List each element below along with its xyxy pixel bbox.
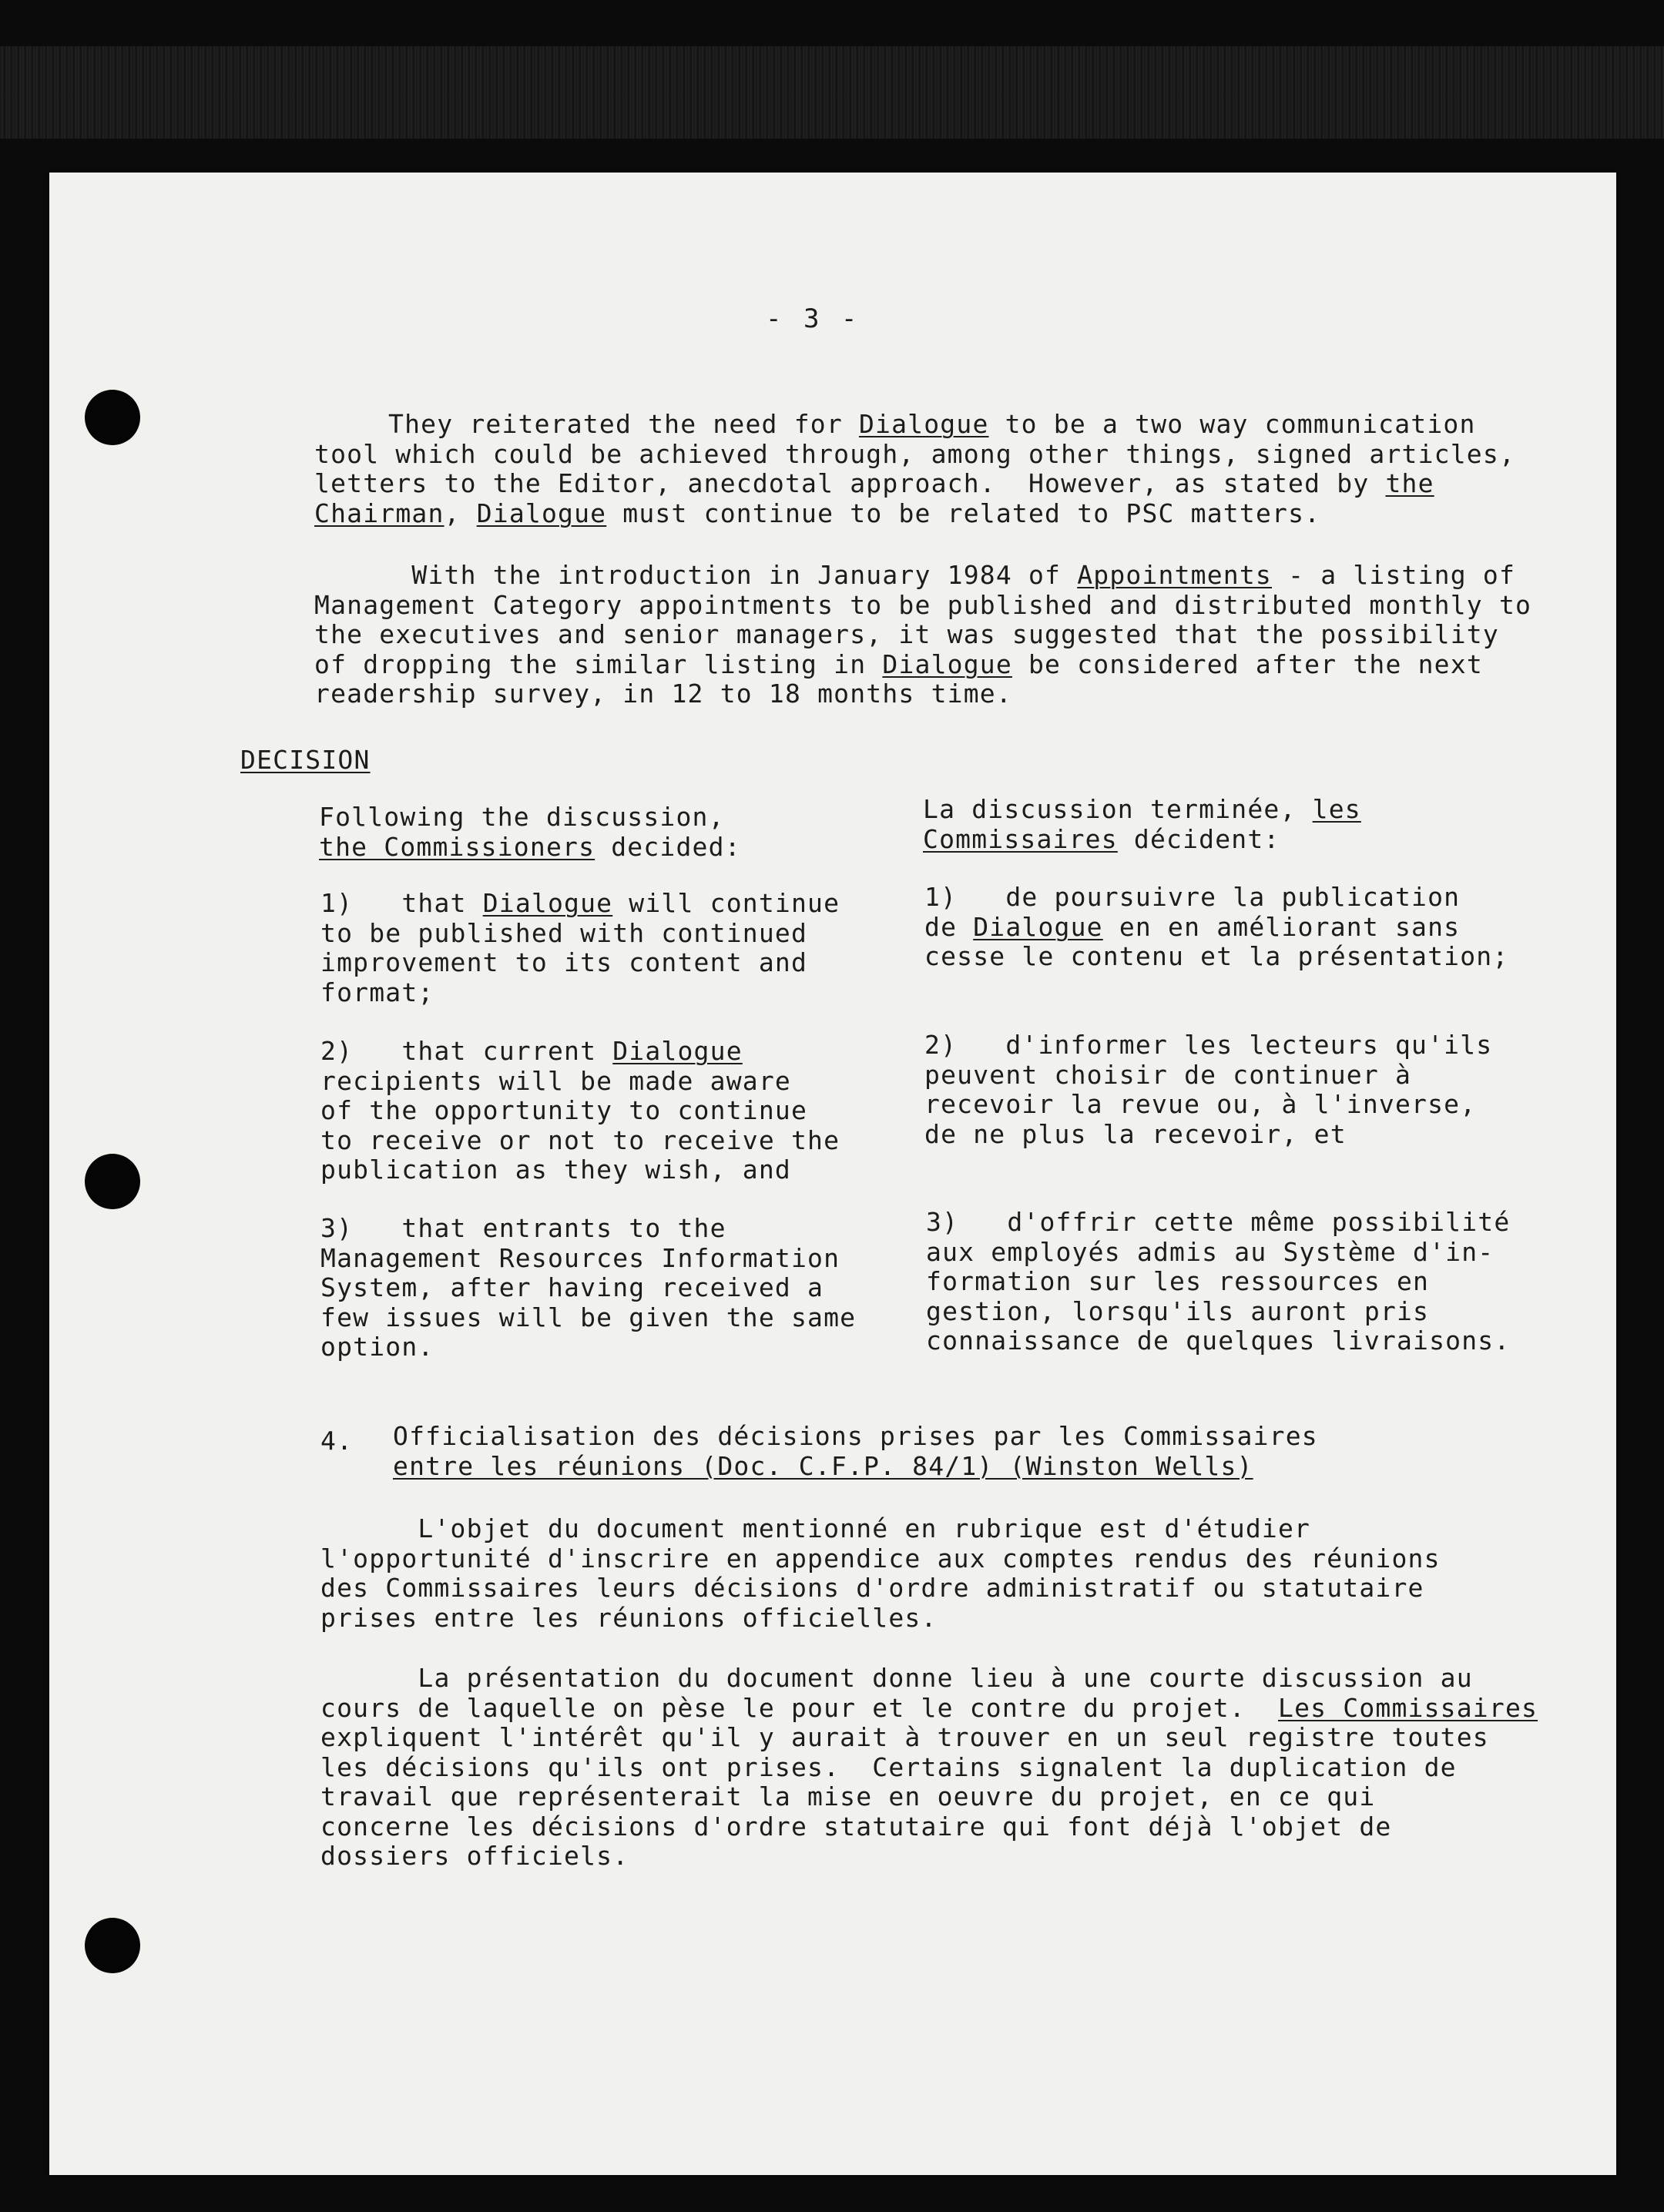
section-4-number: 4. (320, 1426, 354, 1456)
decision-fr-item-2: 2) d'informer les lecteurs qu'ils peuvent choisir de continuer à recevoir la revue ou, à l'inverse, de ne plus la recevoir, et (924, 1030, 1493, 1149)
page-number: - 3 - (766, 303, 861, 334)
decision-en-item-3: 3) that entrants to the Management Resources Information System, after having received a few issues will be given the same option. (320, 1213, 857, 1362)
decision-en-item-2: 2) that current Dialogue recipients will be made aware of the opportunity to continue to receive or not to receive the publication as they wish, and (320, 1036, 840, 1185)
decision-en-item-1: 1) that Dialogue will continue to be published with continued improvement to its content and format; (320, 888, 840, 1007)
decision-fr-item-1: 1) de poursuivre la publication de Dialogue en en améliorant sans cesse le contenu et la présentation; (924, 882, 1509, 971)
decision-fr-lead: La discussion terminée, les Commissaires décident: (923, 794, 1361, 854)
section-4-paragraph-2: La présentation du document donne lieu à une courte discussion au cours de laquelle on pèse le pour et le contre du projet. Les Commissaires expliquent l'intérêt qu'il y aurait à trouver en un seul registre toutes les décisions qu'ils ont prises. Certains signalent la duplication de travail que représenterait la mise en oeuvre du projet, en ce qui concerne les décisions d'ordre statutaire qui font déjà l'objet de dossiers officiels. (320, 1663, 1538, 1871)
intro-paragraph-2: With the introduction in January 1984 of Appointments - a listing of Management Category appointments to be published and distributed monthly to the executives and senior managers, it was suggested that the possibility of dropping the similar listing in Dialogue be considered after the next readership survey, in 12 to 18 months time. (314, 560, 1532, 709)
section-4-title: Officialisation des décisions prises par les Commissaires entre les réunions (Doc. C.F.P. 84/1) (Winston Wells) (393, 1421, 1318, 1481)
scan-edge-strip (0, 46, 1664, 139)
punch-hole-middle (85, 1154, 140, 1209)
decision-heading: DECISION (240, 745, 371, 775)
decision-en-lead: Following the discussion, the Commissioners decided: (319, 802, 741, 862)
section-4-paragraph-1: L'objet du document mentionné en rubrique est d'étudier l'opportunité d'inscrire en appendice aux comptes rendus des réunions des Commissaires leurs décisions d'ordre administratif ou statutaire prises entre les réunions officielles. (320, 1513, 1441, 1633)
decision-fr-item-3: 3) d'offrir cette même possibilité aux employés admis au Système d'in- formation sur les ressources en gestion, lorsqu'ils auront pris connaissance de quelques livraisons. (926, 1207, 1511, 1356)
punch-hole-top (85, 390, 140, 445)
intro-paragraph-1: They reiterated the need for Dialogue to be a two way communication tool which could be achieved through, among other things, signed articles, letters to the Editor, anecdotal approach. However, as stated by the Chairman, Dialogue must continue to be related to PSC matters. (314, 409, 1516, 528)
punch-hole-bottom (85, 1918, 140, 1973)
document-page (49, 173, 1616, 2175)
